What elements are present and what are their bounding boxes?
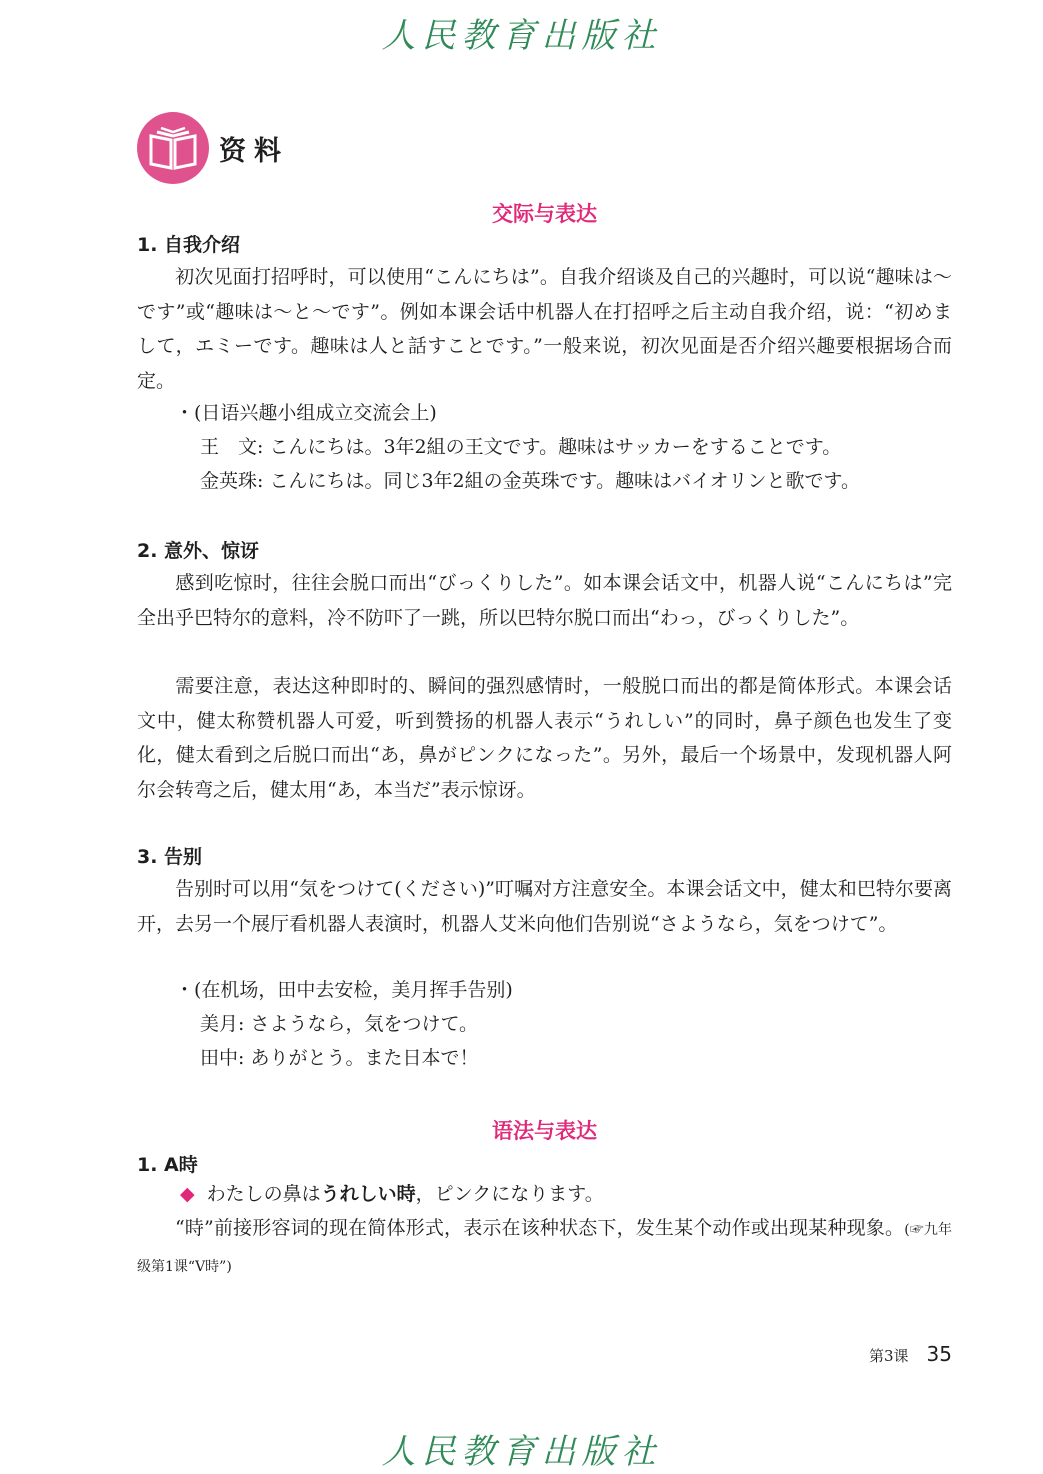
example-intro-3: ・(在机场，田中去安检，美月挥手告别) bbox=[175, 979, 513, 1001]
section-header bbox=[137, 112, 289, 184]
item-paragraph-1-text: 初次见面打招呼时，可以使用“こんにちは”。自我介绍谈及自己的兴趣时，可以说“趣味は～です”或“趣味は～と～です”。例如本课会话中机器人在打招呼之后主动自我介绍，说：“初めまして，エミーです。趣味は人と話すことです。”一般来说，初次见面是否介绍兴趣要根据场合而定。 bbox=[137, 266, 952, 392]
lesson-label: 第3课 bbox=[869, 1347, 909, 1365]
item-paragraph-3 bbox=[137, 872, 952, 941]
grammar-example bbox=[180, 1177, 604, 1211]
item-heading-1: 1. 自我介绍 bbox=[137, 234, 241, 256]
grammar-example-bold: うれしい時 bbox=[320, 1183, 416, 1205]
example-intro-1: ・(日语兴趣小组成立交流会上) bbox=[175, 402, 437, 424]
grammar-reference: (☞九年级第1课“V時”) bbox=[137, 1222, 952, 1275]
grammar-paragraph-text: “時”前接形容词的现在简体形式，表示在该种状态下，发生某个动作或出现某种现象。 bbox=[175, 1217, 905, 1239]
dialog-line: 美月: さようなら，気をつけて。 bbox=[200, 1013, 479, 1035]
item-paragraph-3-text: 告别时可以用“気をつけて(ください)”叮嘱对方注意安全。本课会话文中，健太和巴特尔要离开，去另一个展厅看机器人表演时，机器人艾米向他们告别说“さようなら，気をつけて”。 bbox=[137, 878, 952, 935]
dialog-line: 王 文: こんにちは。3年2組の王文です。趣味はサッカーをすることです。 bbox=[200, 436, 842, 458]
subsection-title-grammar: 语法与表达 bbox=[492, 1119, 597, 1143]
page-number: 35 bbox=[926, 1342, 952, 1366]
grammar-paragraph bbox=[137, 1211, 952, 1284]
item-heading-2: 2. 意外、惊讶 bbox=[137, 540, 260, 562]
subsection-title-communication: 交际与表达 bbox=[492, 202, 597, 226]
item-paragraph-2b-text: 需要注意，表达这种即时的、瞬间的强烈感情时，一般脱口而出的都是简体形式。本课会话文中，健太称赞机器人可爱，听到赞扬的机器人表示“うれしい”的同时，鼻子颜色也发生了变化，健太看到之后脱口而出“あ，鼻がピンクになった”。另外，最后一个场景中，发现机器人阿尔会转弯之后，健太用“あ，本当だ”表示惊讶。 bbox=[137, 675, 952, 801]
grammar-heading-1: 1. A時 bbox=[137, 1154, 198, 1176]
item-paragraph-1 bbox=[137, 260, 952, 398]
page-footer bbox=[869, 1342, 952, 1366]
publisher-logo-bottom: 人民教育出版社 bbox=[381, 1432, 662, 1472]
diamond-bullet-icon: ◆ bbox=[180, 1183, 195, 1205]
publisher-logo-top: 人民教育出版社 bbox=[381, 16, 662, 56]
section-title: 资料 bbox=[219, 135, 289, 167]
dialog-line: 田中: ありがとう。また日本で！ bbox=[200, 1047, 479, 1069]
dialog-line: 金英珠: こんにちは。同じ3年2組の金英珠です。趣味はバイオリンと歌です。 bbox=[200, 470, 861, 492]
item-paragraph-2a bbox=[137, 566, 952, 635]
open-book-icon bbox=[137, 112, 209, 184]
item-paragraph-2a-text: 感到吃惊时，往往会脱口而出“びっくりした”。如本课会话文中，机器人说“こんにちは”完全出乎巴特尔的意料，冷不防吓了一跳，所以巴特尔脱口而出“わっ，びっくりした”。 bbox=[137, 572, 952, 629]
grammar-example-post: ，ピンクになります。 bbox=[415, 1183, 604, 1205]
grammar-example-pre: わたしの鼻は bbox=[206, 1183, 321, 1205]
item-paragraph-2b bbox=[137, 669, 952, 807]
item-heading-3: 3. 告别 bbox=[137, 846, 203, 868]
